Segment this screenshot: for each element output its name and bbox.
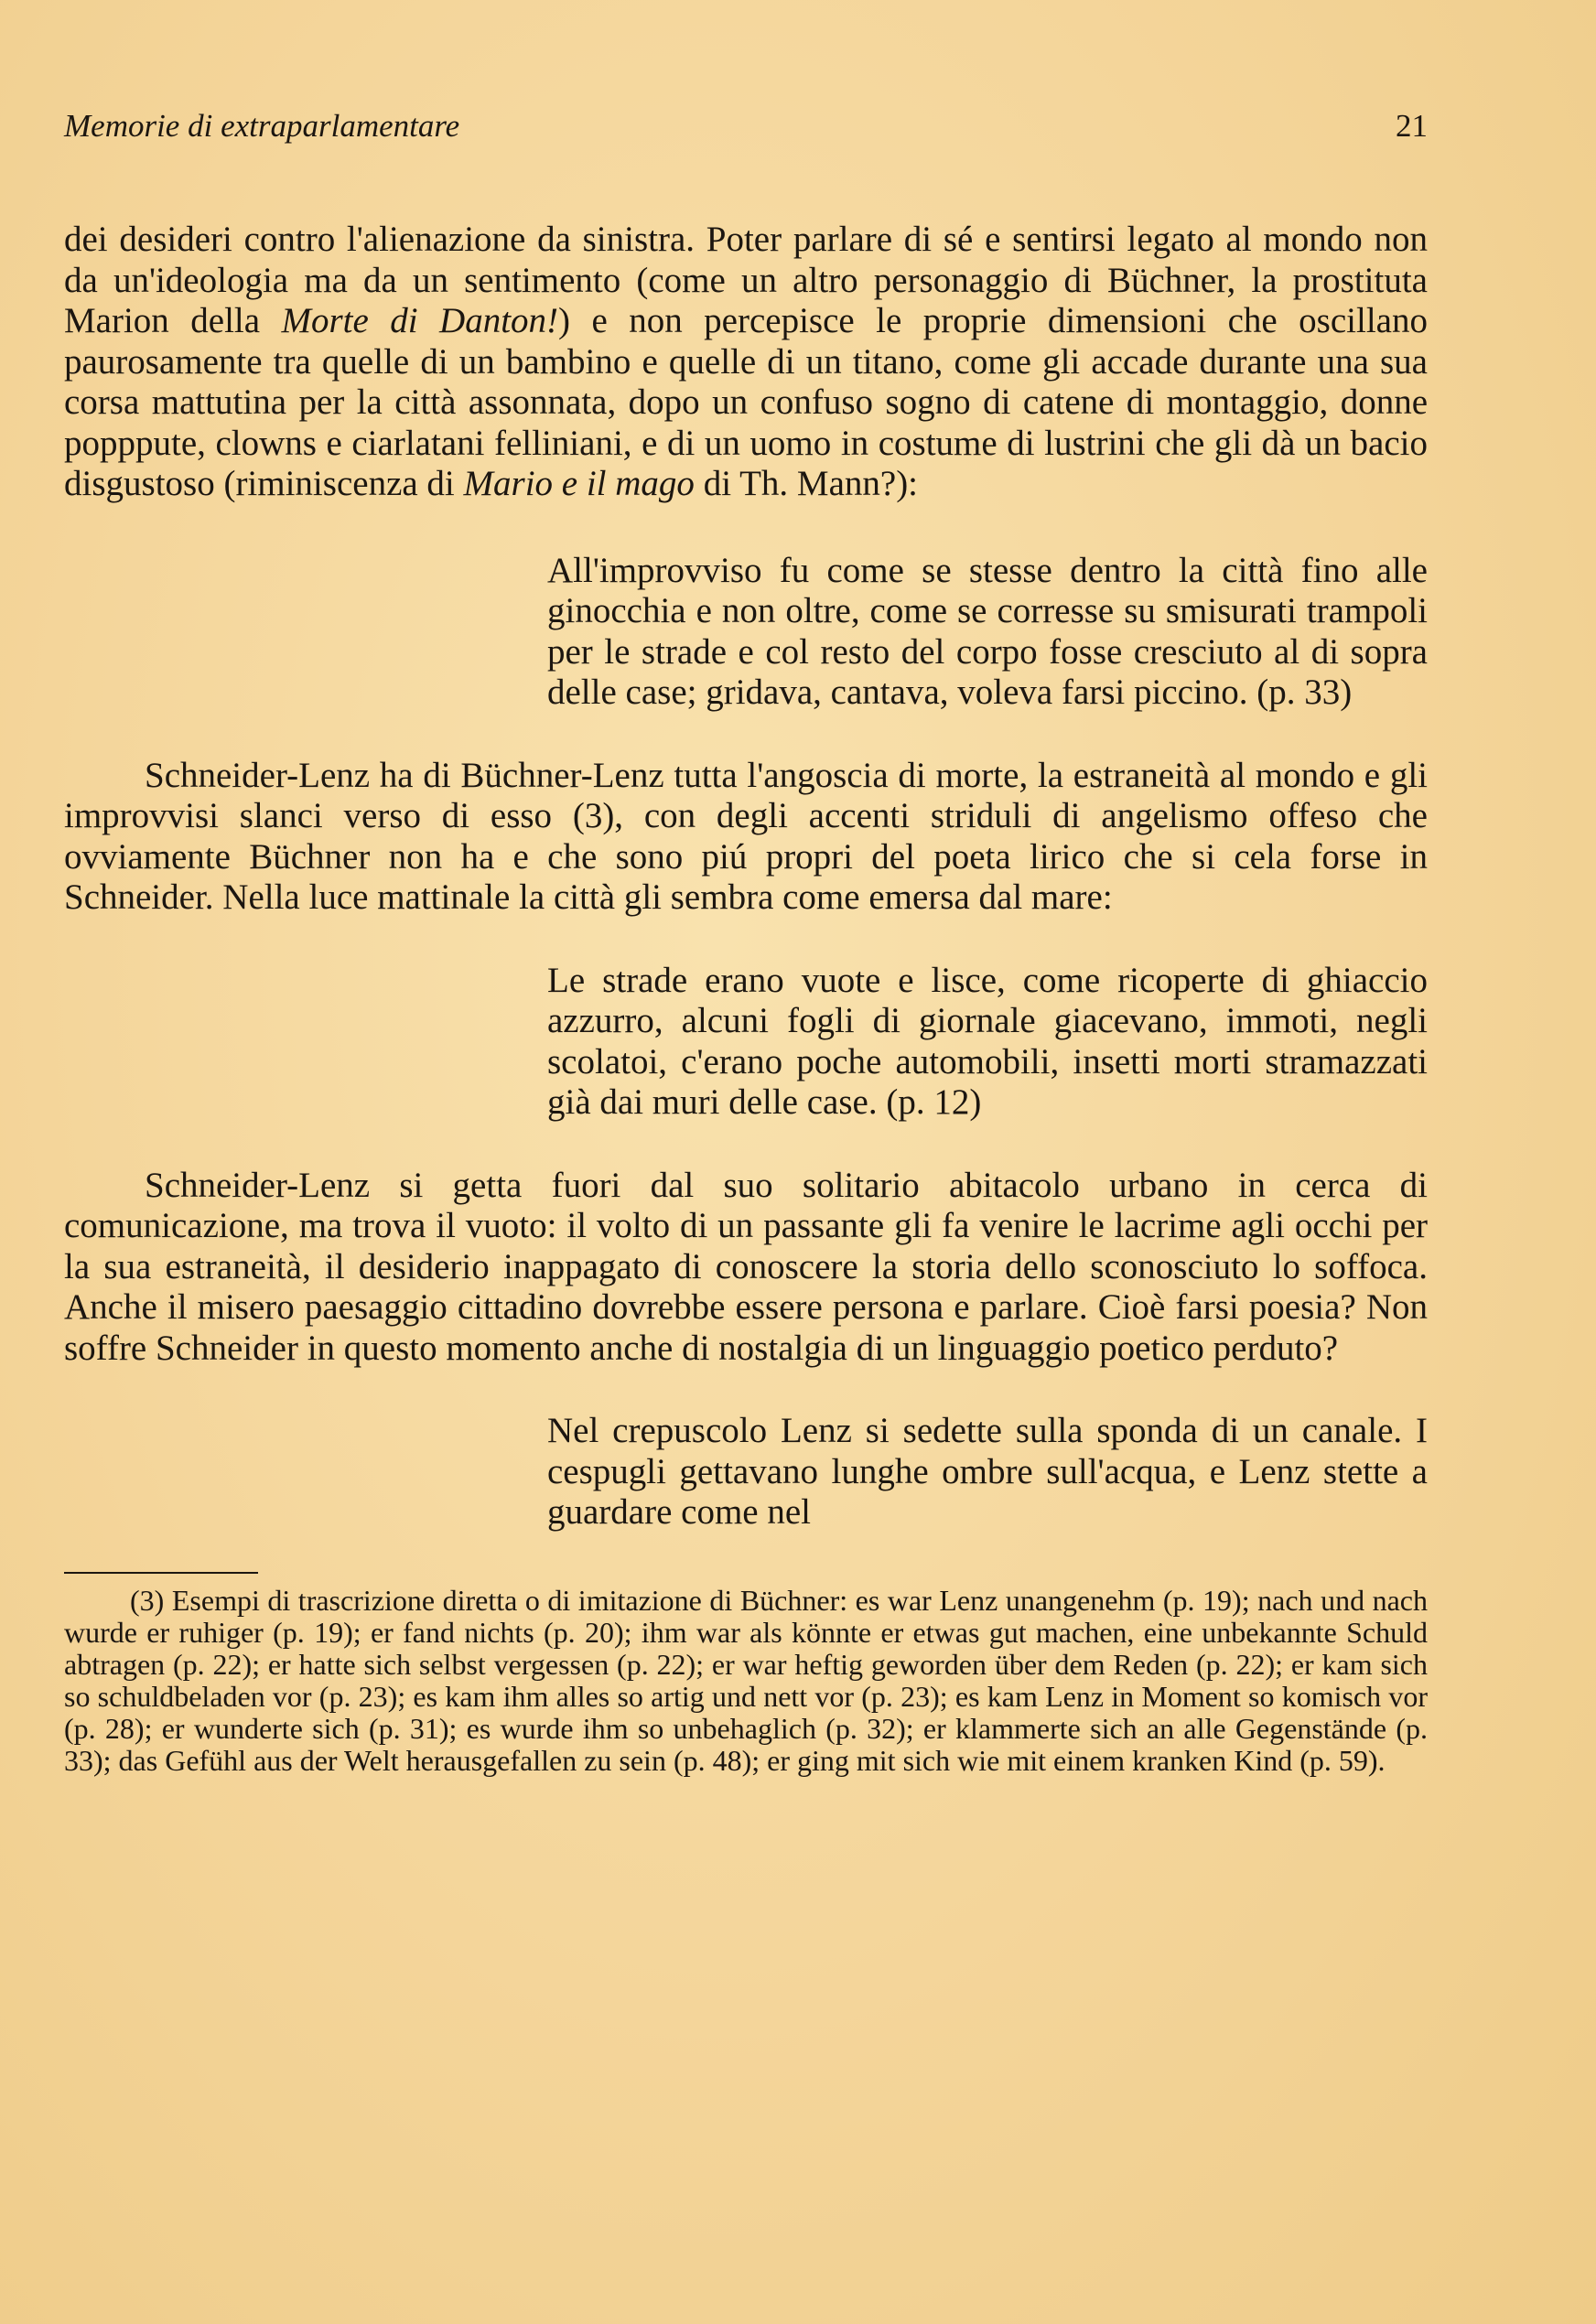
paragraph-1-text-b: ) e non percepisce le proprie dimensioni che oscillano paurosamente tra quelle di un bambino e quelle di un titano, come gli accade durante una sua corsa mattutina per la città assonnata, dopo un confuso sogno di catene di montaggio, donne popppute, clowns e ciarlatani felliniani, e di un uomo in costume di lustrini che gli dà un bacio disgustoso (riminiscenza di — [64, 301, 1428, 503]
block-quote-3: Nel crepuscolo Lenz si sedette sulla sponda di un canale. I cespugli gettavano lunghe ombre sull'acqua, e Lenz stette a guardare come nel — [547, 1411, 1428, 1532]
body-text — [64, 220, 1428, 1533]
footnote — [64, 1585, 1428, 1777]
footnote-divider — [64, 1572, 258, 1574]
block-quote-2: Le strade erano vuote e lisce, come ricoperte di ghiaccio azzurro, alcuni fogli di giornale giacevano, immoti, negli scolatoi, c'erano poche automobili, insetti morti stramazzati già dai muri delle case. (p. 12) — [547, 960, 1428, 1122]
paragraph-1-text-a: dei desideri contro l'alienazione da sinistra. Poter parlare di sé e sentirsi legato al mondo non da un'ideologia ma da un sentimento (come un altro personaggio di Büchner, la prostituta Marion della — [64, 220, 1428, 340]
paragraph-1-text-c: di Th. Mann?): — [694, 464, 919, 503]
footnote-text: Esempi di trascrizione diretta o di imitazione di Büchner: es war Lenz unangenehm (p. 19); nach und nach wurde er ruhiger (p. 19); er fand nichts (p. 20); ihm war als könnte er etwas gut machen, eine unbekannte Schuld abtragen (p. 22); er hatte sich selbst vergessen (p. 22); er war heftig geworden über dem Reden (p. 22); er kam sich so schuldbeladen vor (p. 23); es kam ihm alles so artig und nett vor (p. 23); es kam Lenz in Moment so komisch vor (p. 28); er wunderte sich (p. 31); es wurde ihm so unbehaglich (p. 32); er klammerte sich an alle Gegenstände (p. 33); das Gefühl aus der Welt herausgefallen zu sein (p. 48); er ging mit sich wie mit einem kranken Kind (p. 59). — [64, 1583, 1429, 1777]
running-title: Memorie di extraparlamentare — [64, 108, 460, 144]
paragraph-2: Schneider-Lenz ha di Büchner-Lenz tutta l'angoscia di morte, la estraneità al mondo e gli improvvisi slanci verso di esso (3), con degli accenti striduli di angelismo offeso che ovviamente Büchner non ha e che sono piú propri del poeta lirico che si cela forse in Schneider. Nella luce mattinale la città gli sembra come emersa dal mare: — [64, 755, 1428, 917]
page-header — [64, 108, 1428, 163]
book-page — [64, 108, 1428, 1777]
paragraph-1-italic-title-1: Morte di Danton! — [281, 301, 559, 340]
page-number: 21 — [1396, 108, 1428, 144]
block-quote-1: All'improvviso fu come se stesse dentro la città fino alle ginocchia e non oltre, come se corresse su smisurati trampoli per le strade e col resto del corpo fosse cresciuto al di sopra delle case; gridava, cantava, voleva farsi piccino. (p. 33) — [547, 550, 1428, 712]
paragraph-3: Schneider-Lenz si getta fuori dal suo solitario abitacolo urbano in cerca di comunicazione, ma trova il vuoto: il volto di un passante gli fa venire le lacrime agli occhi per la sua estraneità, il desiderio inappagato di conoscere la storia dello sconosciuto lo soffoca. Anche il misero paesaggio cittadino dovrebbe essere persona e parlare. Cioè farsi poesia? Non soffre Schneider in questo momento anche di nostalgia di un linguaggio poetico perduto? — [64, 1165, 1428, 1368]
paragraph-1 — [64, 220, 1428, 505]
footnote-number: (3) — [130, 1583, 165, 1617]
paragraph-1-italic-title-2: Mario e il mago — [463, 464, 695, 503]
